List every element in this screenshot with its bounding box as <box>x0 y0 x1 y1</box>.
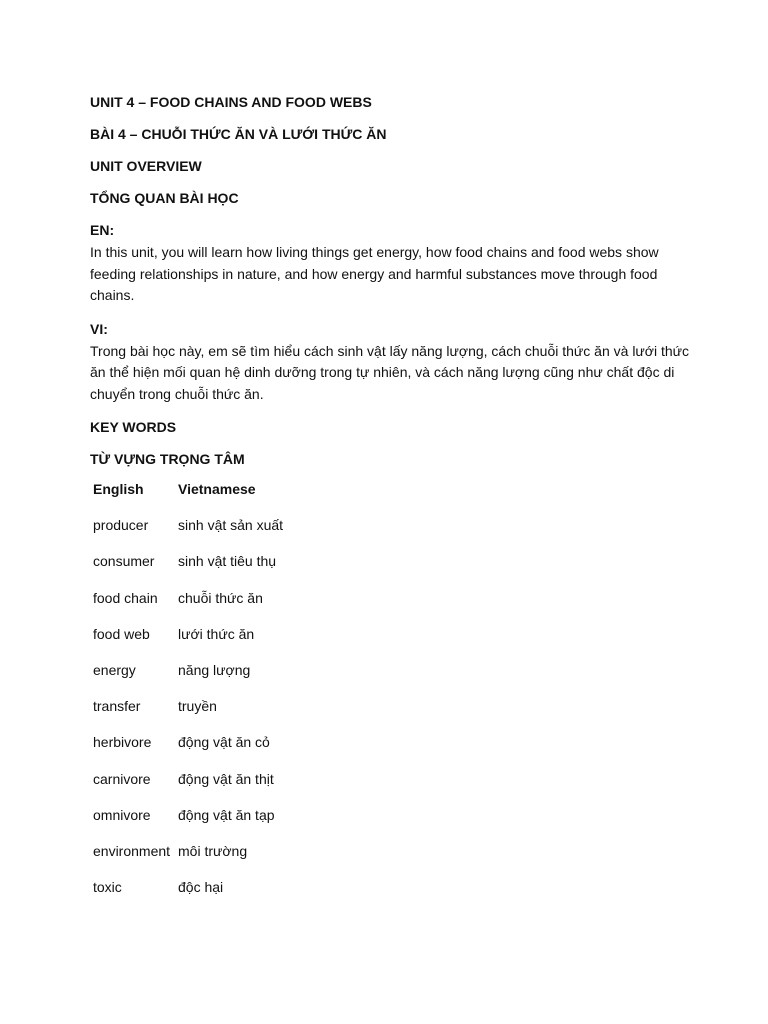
table-row <box>90 734 286 770</box>
vietnamese-term: lưới thức ăn <box>178 625 255 642</box>
table-row <box>90 626 286 662</box>
table-row <box>90 879 286 915</box>
vocabulary-header-row <box>90 481 286 517</box>
vietnamese-term: truyền <box>178 698 217 715</box>
english-term: consumer <box>93 553 155 570</box>
english-term: food web <box>93 625 150 642</box>
table-row <box>90 517 286 553</box>
english-term: transfer <box>93 698 141 715</box>
vi-overview-paragraph: Trong bài học này, em sẽ tìm hiểu cách sinh vật lấy năng lượng, cách chuỗi thức ăn và lưới thức ăn thể hiện mối quan hệ dinh dưỡng trong tự nhiên, và cách năng lượng cũng như chất độc di chuyển trong chuỗi thức ăn. <box>90 342 690 402</box>
vietnamese-term: chuỗi thức ăn <box>178 589 263 606</box>
vocabulary-table <box>90 481 286 915</box>
vi-label: VI: <box>90 320 108 337</box>
english-term: food chain <box>93 589 158 606</box>
english-term: toxic <box>93 879 122 896</box>
table-row <box>90 698 286 734</box>
table-row <box>90 553 286 589</box>
table-row <box>90 843 286 879</box>
vietnamese-term: năng lượng <box>178 661 251 678</box>
vietnamese-term: động vật ăn cỏ <box>178 734 270 751</box>
english-term: producer <box>93 517 149 534</box>
unit-title-en: UNIT 4 – FOOD CHAINS AND FOOD WEBS <box>90 94 372 110</box>
column-header-vietnamese: Vietnamese <box>178 481 256 497</box>
vietnamese-term: môi trường <box>178 842 248 859</box>
english-term: environment <box>93 842 171 859</box>
keywords-heading-vi: TỪ VỰNG TRỌNG TÂM <box>90 451 245 467</box>
english-term: energy <box>93 661 136 678</box>
vietnamese-term: động vật ăn tạp <box>178 806 275 823</box>
overview-heading-en: UNIT OVERVIEW <box>90 158 202 174</box>
en-label: EN: <box>90 222 115 238</box>
table-row <box>90 807 286 843</box>
english-term: carnivore <box>93 770 151 787</box>
en-overview-paragraph: In this unit, you will learn how living things get energy, how food chains and food webs show feeding relationships in nature, and how energy and harmful substances move through food chains. <box>90 244 659 303</box>
vietnamese-term: động vật ăn thịt <box>178 770 274 787</box>
vietnamese-term: sinh vật tiêu thụ <box>178 553 277 570</box>
table-row <box>90 771 286 807</box>
vietnamese-term: độc hại <box>178 879 224 896</box>
document-page <box>90 92 690 915</box>
table-row <box>90 662 286 698</box>
overview-heading-vi: TỔNG QUAN BÀI HỌC <box>90 190 239 206</box>
english-term: omnivore <box>93 806 151 823</box>
vietnamese-term: sinh vật sản xuất <box>178 517 284 534</box>
column-header-english: English <box>93 481 144 497</box>
english-term: herbivore <box>93 734 152 751</box>
unit-title-vi: BÀI 4 – CHUỖI THỨC ĂN VÀ LƯỚI THỨC ĂN <box>90 126 387 142</box>
table-row <box>90 590 286 626</box>
keywords-heading-en: KEY WORDS <box>90 419 177 435</box>
